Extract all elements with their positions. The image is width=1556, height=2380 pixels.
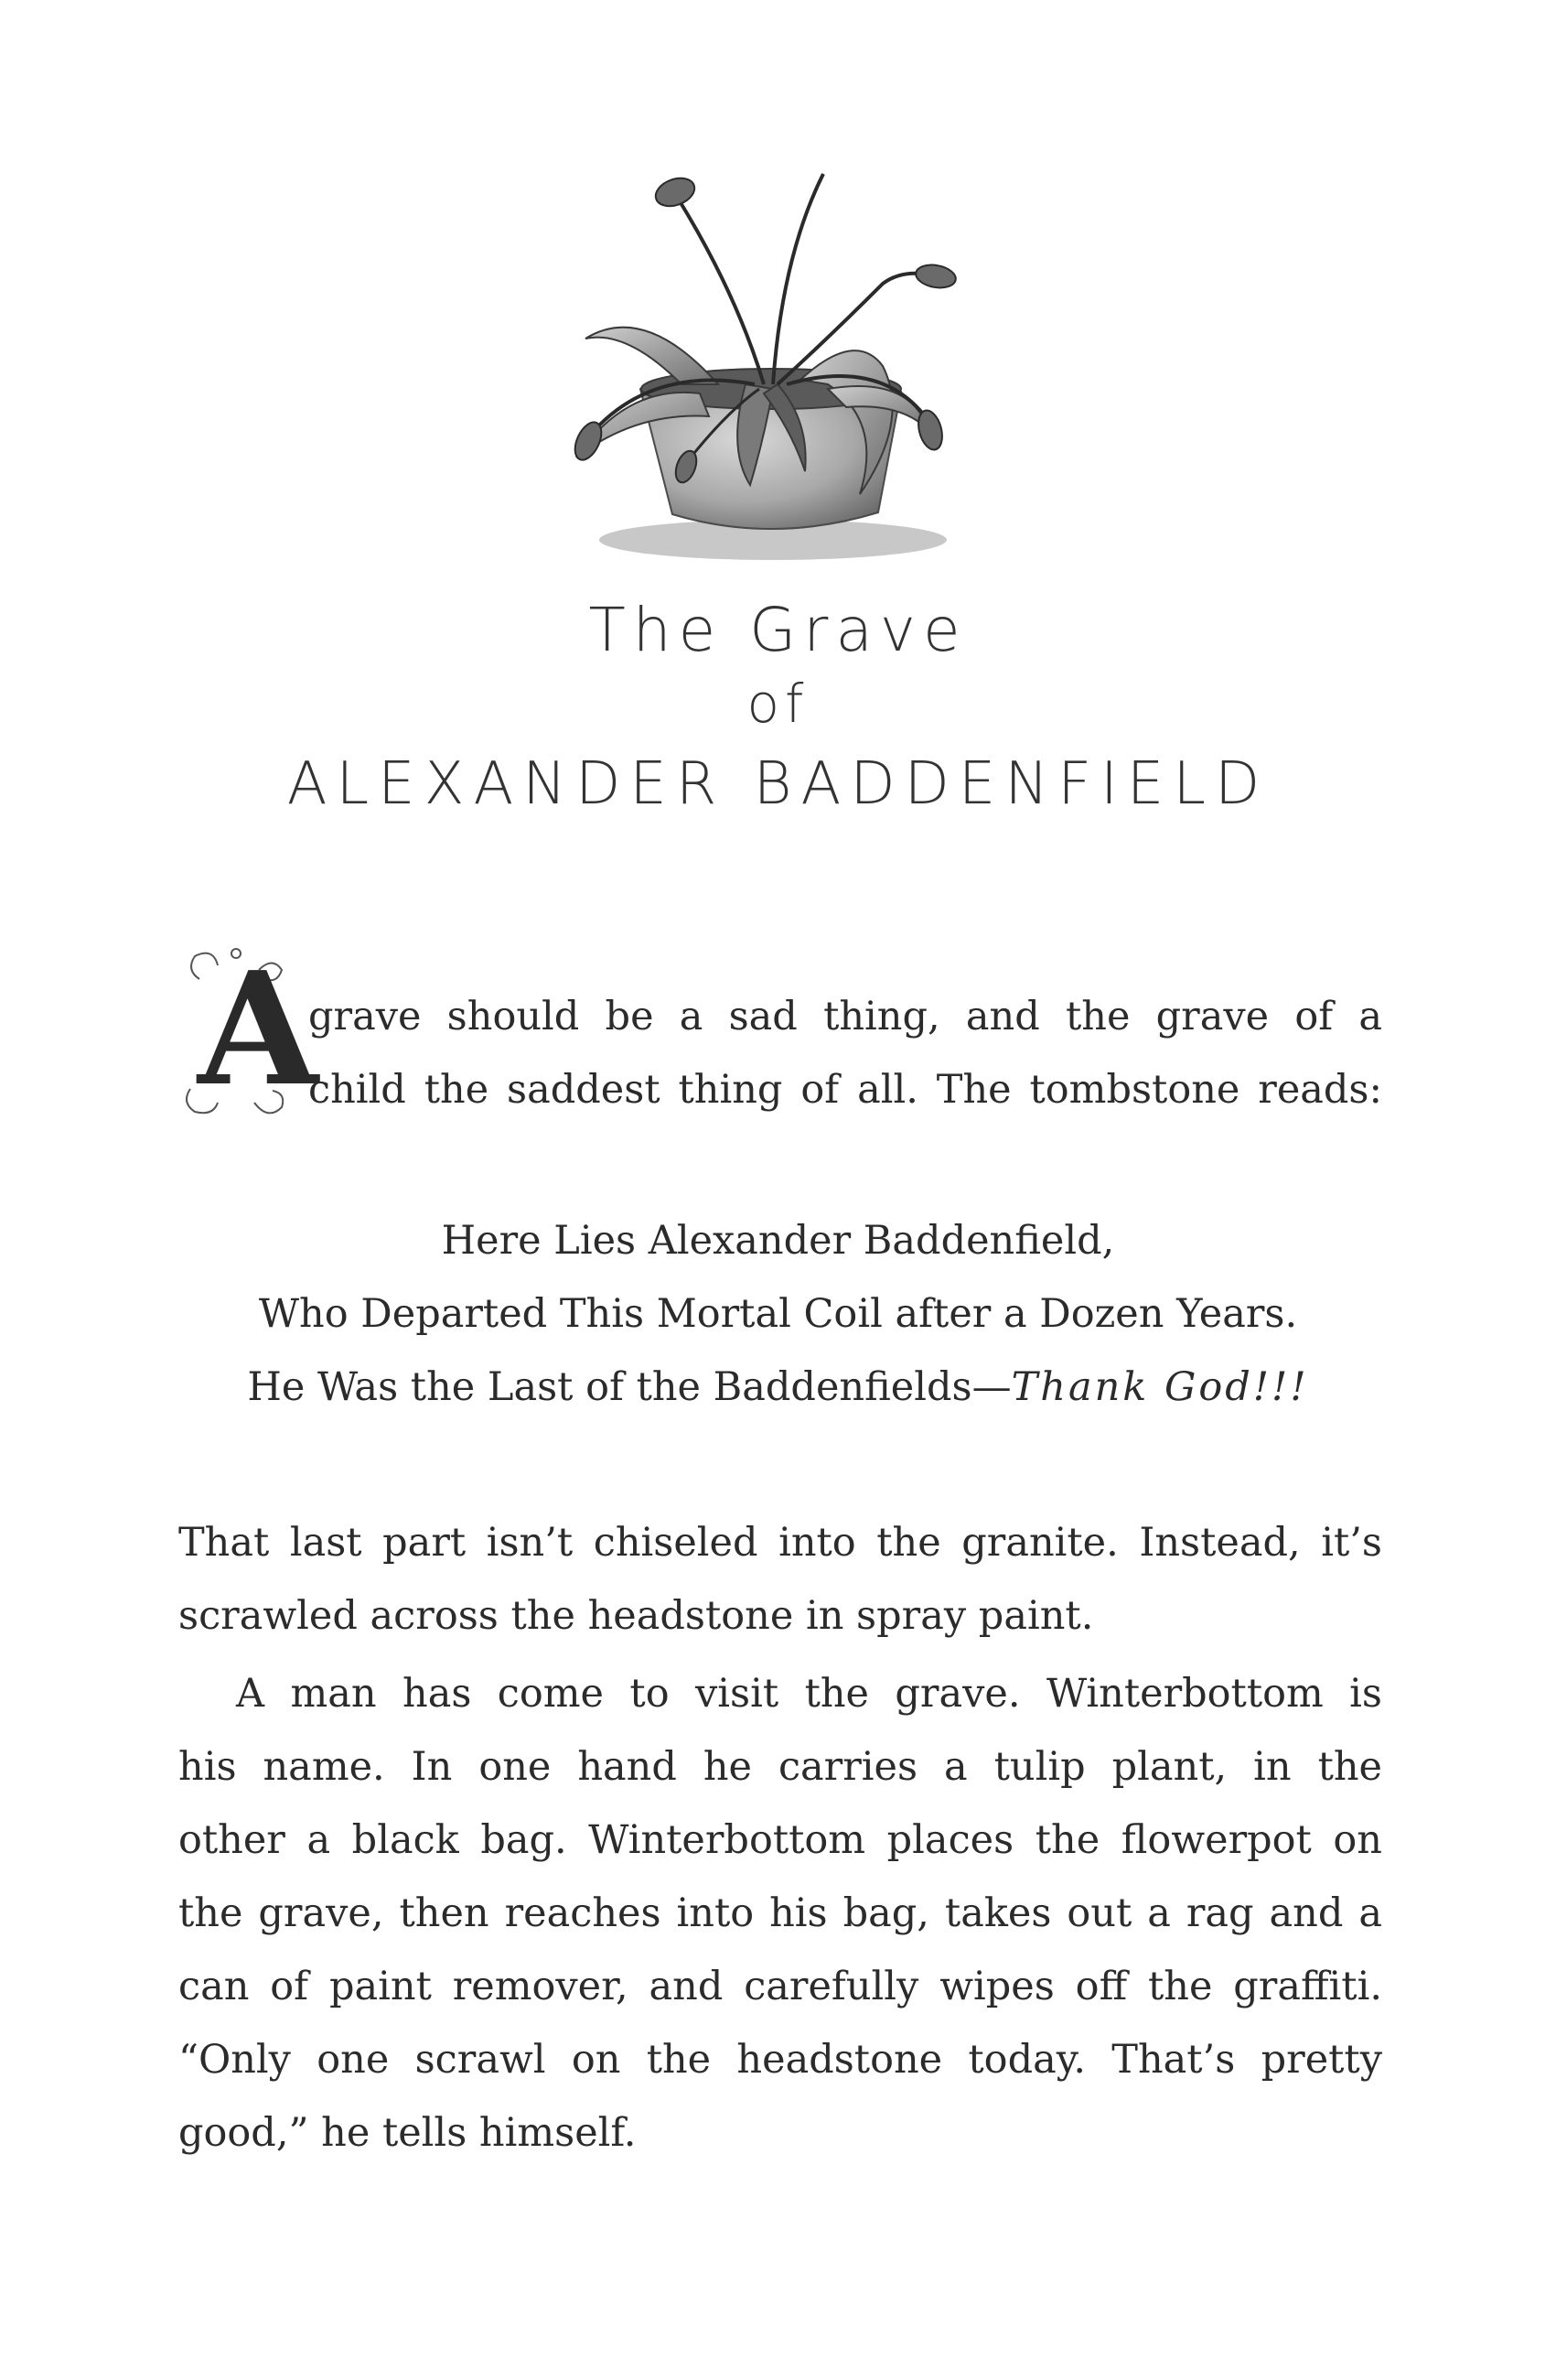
- paragraph-1-line-2: scrawled across the headstone in spray paint.: [178, 1593, 1094, 1639]
- epitaph-line-3-plain: He Was the Last of the Baddenfields—: [247, 1364, 1012, 1410]
- paragraph-2-line-3: other a black bag. Winterbottom places the flowerpot on: [178, 1817, 1382, 1863]
- paragraph-2-line-2: his name. In one hand he carries a tulip plant, in the: [178, 1744, 1382, 1790]
- chapter-title-line2: of: [746, 673, 810, 735]
- opening-line-1: grave should be a sad thing, and the grave of a: [308, 994, 1382, 1039]
- epitaph-line-3-italic: Thank God!!!: [1011, 1364, 1309, 1410]
- drop-cap-letter: A: [198, 938, 318, 1121]
- paragraph-2-line-6: “Only one scrawl on the headstone today. That’s pretty: [178, 2037, 1382, 2083]
- paragraph-1-line-1: That last part isn’t chiseled into the granite. Instead, it’s: [178, 1520, 1382, 1566]
- paragraph-2-line-1: A man has come to visit the grave. Winterbottom is: [236, 1671, 1382, 1717]
- paragraph-2-line-7: good,” he tells himself.: [178, 2110, 637, 2156]
- epitaph-line-3: [0, 1364, 1556, 1410]
- wilted-tulip-illustration: [499, 156, 1011, 576]
- epitaph-line-2: Who Departed This Mortal Coil after a Dozen Years.: [258, 1291, 1298, 1337]
- chapter-title-line3: ALEXANDER BADDENFIELD: [286, 750, 1270, 818]
- drop-cap: [181, 938, 318, 1125]
- paragraph-2-line-5: can of paint remover, and carefully wipes off the graffiti.: [178, 1964, 1382, 2009]
- opening-line-2: child the saddest thing of all. The tombstone reads:: [308, 1067, 1382, 1113]
- chapter-title-line1: The Grave: [588, 595, 968, 665]
- paragraph-2-line-4: the grave, then reaches into his bag, takes out a rag and a: [178, 1890, 1382, 1936]
- epitaph-line-1: Here Lies Alexander Baddenfield,: [441, 1218, 1115, 1264]
